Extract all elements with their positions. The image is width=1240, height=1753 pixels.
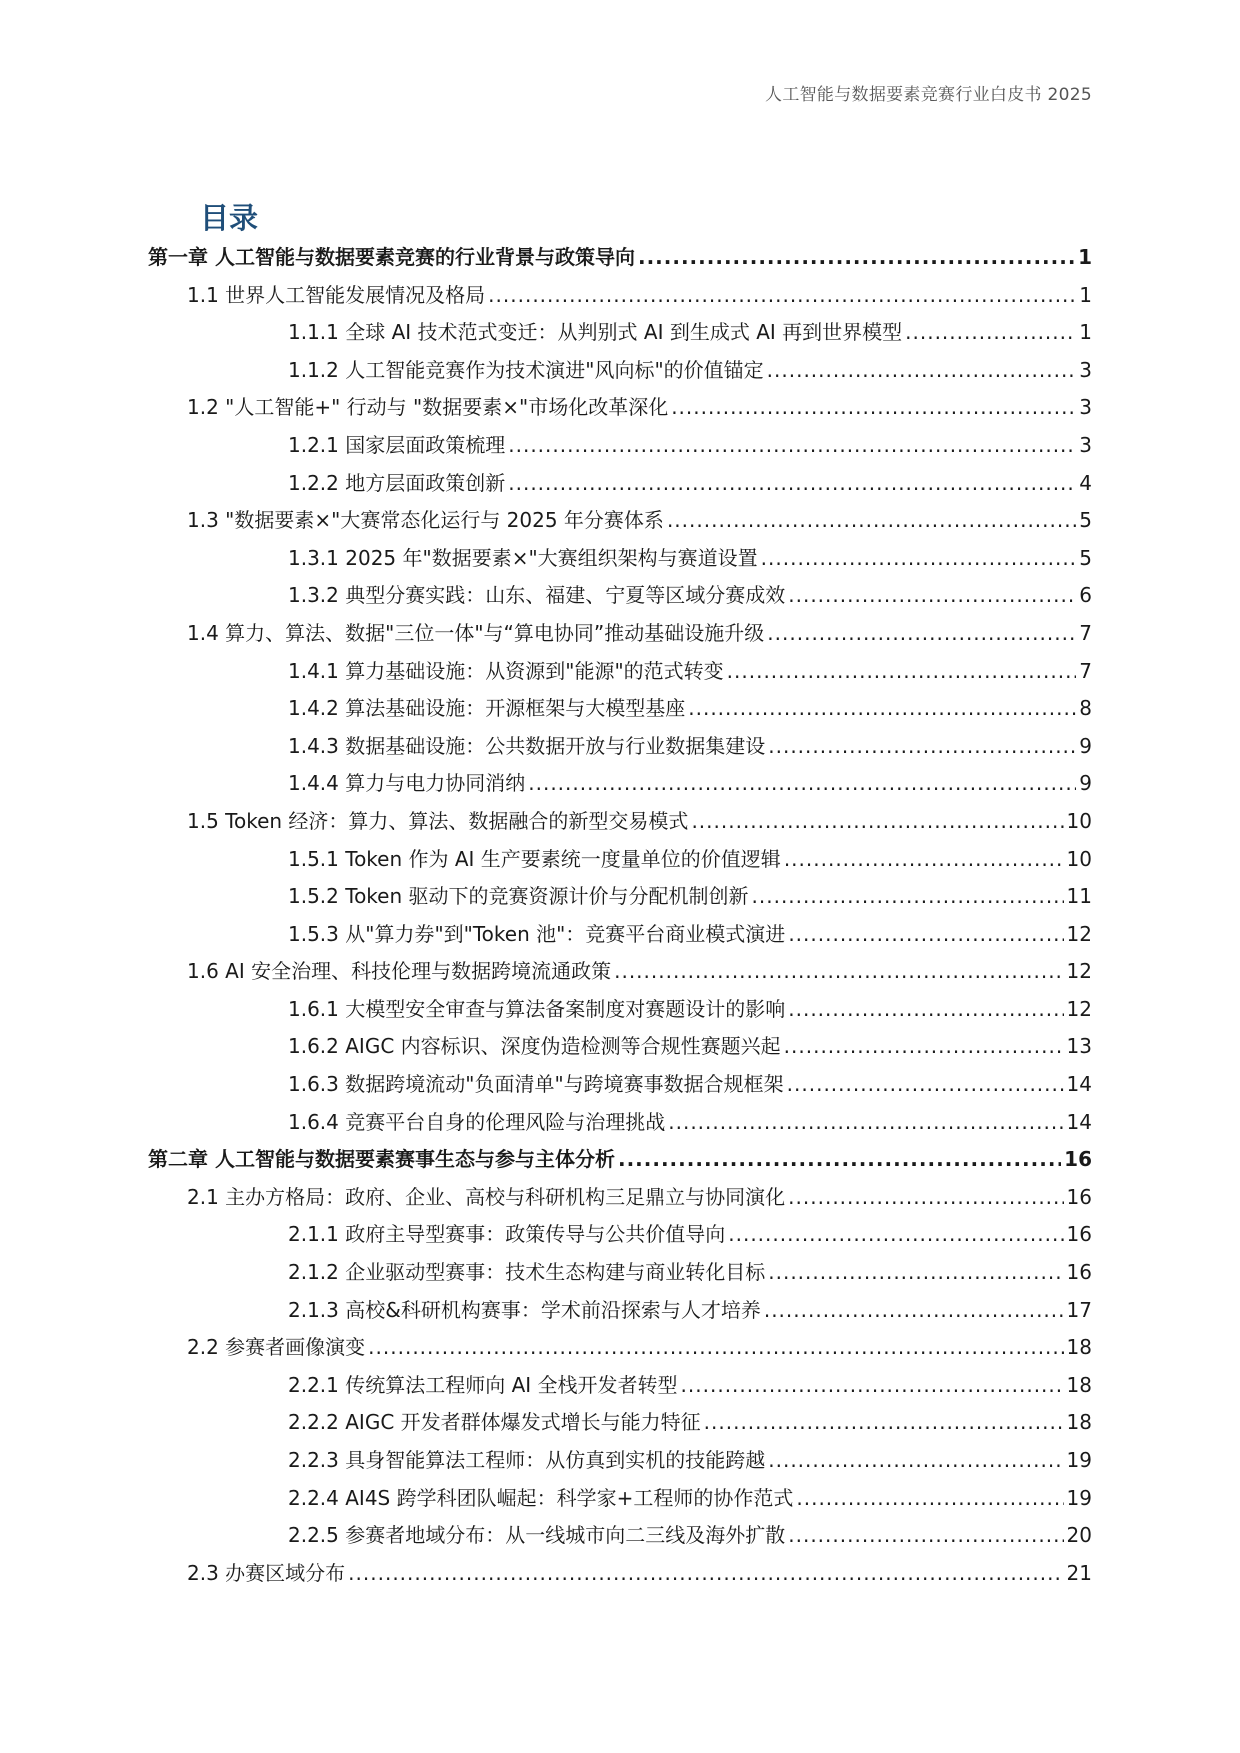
toc-page-number: 19	[1066, 1448, 1092, 1472]
toc-entry[interactable]	[148, 1179, 1092, 1217]
toc-dot-leader	[618, 1141, 1061, 1179]
toc-entry-title: 2.1.3 高校&科研机构赛事：学术前沿探索与人才培养	[288, 1297, 761, 1322]
toc-entry[interactable]	[148, 841, 1092, 879]
toc-entry[interactable]	[148, 615, 1092, 653]
toc-dot-leader	[704, 1404, 1064, 1442]
toc-entry[interactable]	[148, 878, 1092, 916]
toc-page-number: 7	[1079, 658, 1092, 683]
toc-entry-title: 1.6.2 AIGC 内容标识、深度伪造检测等合规性赛题兴起	[288, 1034, 781, 1059]
toc-entry-title: 2.2.4 AI4S 跨学科团队崛起：科学家+工程师的协作范式	[288, 1485, 794, 1510]
toc-page-number: 14	[1066, 1109, 1092, 1134]
toc-page-number: 9	[1079, 771, 1092, 796]
toc-dot-leader	[688, 690, 1076, 728]
toc-entry[interactable]	[148, 502, 1092, 540]
toc-entry-title: 2.2.2 AIGC 开发者群体爆发式增长与能力特征	[288, 1410, 701, 1435]
toc-entry[interactable]	[148, 803, 1092, 841]
toc-entry[interactable]	[148, 540, 1092, 578]
toc-page-number: 1	[1079, 282, 1092, 307]
toc-entry[interactable]	[148, 1141, 1092, 1179]
toc-entry-title: 1.4.2 算法基础设施：开源框架与大模型基座	[288, 696, 686, 721]
toc-dot-leader	[638, 239, 1075, 277]
toc-dot-leader	[905, 314, 1076, 352]
toc-entry[interactable]	[148, 1329, 1092, 1367]
toc-entry-title: 1.5.3 从"算力券"到"Token 池"：竞赛平台商业模式演进	[288, 921, 786, 946]
toc-page-number: 21	[1066, 1560, 1092, 1585]
toc-entry[interactable]	[148, 389, 1092, 427]
toc-entry[interactable]	[148, 1292, 1092, 1330]
toc-page-number: 9	[1079, 733, 1092, 758]
toc-entry-title: 1.5 Token 经济：算力、算法、数据融合的新型交易模式	[187, 808, 689, 833]
toc-entry[interactable]	[148, 1216, 1092, 1254]
toc-entry-title: 1.6.3 数据跨境流动"负面清单"与跨境赛事数据合规框架	[288, 1072, 784, 1097]
toc-entry-title: 2.1.2 企业驱动型赛事：技术生态构建与商业转化目标	[288, 1260, 766, 1285]
toc-dot-leader	[767, 352, 1077, 390]
toc-entry[interactable]	[148, 1028, 1092, 1066]
toc-entry-title: 第二章 人工智能与数据要素赛事生态与参与主体分析	[148, 1147, 615, 1172]
toc-page-number: 10	[1066, 846, 1092, 871]
toc-entry-title: 1.2 "人工智能+" 行动与 "数据要素×"市场化改革深化	[187, 395, 669, 420]
toc-dot-leader	[787, 1066, 1064, 1104]
toc-dot-leader	[788, 1517, 1063, 1555]
toc-page-number: 11	[1066, 884, 1092, 909]
toc-dot-leader	[528, 765, 1076, 803]
toc-page-number: 5	[1079, 545, 1092, 570]
toc-entry[interactable]	[148, 653, 1092, 691]
toc-dot-leader	[671, 389, 1076, 427]
table-of-contents	[148, 239, 1092, 1592]
toc-entry[interactable]	[148, 1104, 1092, 1142]
toc-dot-leader	[727, 653, 1077, 691]
toc-entry-title: 1.4 算力、算法、数据"三位一体"与“算电协同”推动基础设施升级	[187, 620, 765, 645]
toc-page-number: 16	[1064, 1147, 1092, 1172]
toc-entry-title: 2.2.5 参赛者地域分布：从一线城市向二三线及海外扩散	[288, 1523, 786, 1548]
toc-page-number: 4	[1079, 470, 1092, 495]
toc-entry[interactable]	[148, 1404, 1092, 1442]
toc-dot-leader	[368, 1329, 1063, 1367]
toc-page-number: 19	[1066, 1485, 1092, 1510]
toc-page-number: 17	[1066, 1297, 1092, 1322]
toc-entry-title: 1.3.1 2025 年"数据要素×"大赛组织架构与赛道设置	[288, 545, 758, 570]
toc-entry-title: 1.1.1 全球 AI 技术范式变迁：从判别式 AI 到生成式 AI 再到世界模型	[288, 320, 903, 345]
toc-entry[interactable]	[148, 728, 1092, 766]
toc-entry[interactable]	[148, 1517, 1092, 1555]
toc-page-number: 6	[1079, 583, 1092, 608]
toc-entry-title: 1.4.3 数据基础设施：公共数据开放与行业数据集建设	[288, 733, 766, 758]
toc-entry[interactable]	[148, 953, 1092, 991]
toc-page-number: 1	[1079, 320, 1092, 345]
toc-page-number: 12	[1066, 996, 1092, 1021]
toc-page-number: 16	[1066, 1222, 1092, 1247]
toc-page-number: 16	[1066, 1260, 1092, 1285]
toc-entry[interactable]	[148, 239, 1092, 277]
toc-page-number: 8	[1079, 696, 1092, 721]
toc-entry-title: 1.1 世界人工智能发展情况及格局	[187, 282, 486, 307]
toc-page-number: 3	[1079, 432, 1092, 457]
toc-page-number: 14	[1066, 1072, 1092, 1097]
toc-entry-title: 2.2 参赛者画像演变	[187, 1335, 366, 1360]
toc-entry-title: 1.2.2 地方层面政策创新	[288, 470, 506, 495]
toc-entry[interactable]	[148, 427, 1092, 465]
toc-dot-leader	[681, 1367, 1064, 1405]
toc-dot-leader	[667, 502, 1076, 540]
toc-dot-leader	[788, 991, 1063, 1029]
toc-page-number: 3	[1079, 357, 1092, 382]
toc-dot-leader	[728, 1216, 1063, 1254]
toc-entry[interactable]	[148, 352, 1092, 390]
toc-dot-leader	[764, 1292, 1064, 1330]
toc-dot-leader	[752, 878, 1064, 916]
toc-dot-leader	[788, 577, 1076, 615]
toc-entry[interactable]	[148, 465, 1092, 503]
toc-entry-title: 1.2.1 国家层面政策梳理	[288, 432, 506, 457]
toc-dot-leader	[488, 277, 1076, 315]
toc-entry[interactable]	[148, 690, 1092, 728]
toc-dot-leader	[796, 1480, 1063, 1518]
toc-dot-leader	[788, 916, 1063, 954]
toc-entry-title: 1.4.4 算力与电力协同消纳	[288, 771, 526, 796]
toc-entry-title: 1.3.2 典型分赛实践：山东、福建、宁夏等区域分赛成效	[288, 583, 786, 608]
toc-entry[interactable]	[148, 1254, 1092, 1292]
toc-page-number: 18	[1066, 1335, 1092, 1360]
toc-page-number: 3	[1079, 395, 1092, 420]
toc-dot-leader	[768, 728, 1076, 766]
toc-dot-leader	[768, 1254, 1063, 1292]
toc-entry[interactable]	[148, 1480, 1092, 1518]
toc-page-number: 12	[1066, 959, 1092, 984]
toc-page-number: 18	[1066, 1410, 1092, 1435]
toc-entry-title: 1.6.1 大模型安全审查与算法备案制度对赛题设计的影响	[288, 996, 786, 1021]
toc-dot-leader	[767, 615, 1076, 653]
toc-dot-leader	[784, 1028, 1064, 1066]
toc-page-number: 10	[1066, 808, 1092, 833]
toc-dot-leader	[761, 540, 1077, 578]
toc-dot-leader	[788, 1179, 1063, 1217]
toc-entry[interactable]	[148, 1555, 1092, 1593]
toc-page-number: 5	[1079, 508, 1092, 533]
toc-entry-title: 2.3 办赛区域分布	[187, 1560, 346, 1585]
toc-entry[interactable]	[148, 991, 1092, 1029]
toc-entry[interactable]	[148, 1442, 1092, 1480]
toc-entry-title: 2.1.1 政府主导型赛事：政策传导与公共价值导向	[288, 1222, 726, 1247]
toc-page-number: 16	[1066, 1184, 1092, 1209]
toc-entry-title: 1.5.1 Token 作为 AI 生产要素统一度量单位的价值逻辑	[288, 846, 781, 871]
toc-entry-title: 2.2.1 传统算法工程师向 AI 全栈开发者转型	[288, 1372, 678, 1397]
toc-page-number: 20	[1066, 1523, 1092, 1548]
toc-entry-title: 1.4.1 算力基础设施：从资源到"能源"的范式转变	[288, 658, 724, 683]
toc-dot-leader	[668, 1104, 1063, 1142]
toc-dot-leader	[508, 427, 1076, 465]
toc-entry[interactable]	[148, 277, 1092, 315]
toc-dot-leader	[784, 841, 1064, 879]
toc-title: 目录	[200, 201, 259, 235]
toc-dot-leader	[508, 465, 1076, 503]
toc-entry-title: 1.6 AI 安全治理、科技伦理与数据跨境流通政策	[187, 959, 612, 984]
toc-page-number: 18	[1066, 1372, 1092, 1397]
toc-entry-title: 1.1.2 人工智能竞赛作为技术演进"风向标"的价值锚定	[288, 357, 764, 382]
toc-dot-leader	[348, 1555, 1063, 1593]
toc-entry[interactable]	[148, 314, 1092, 352]
toc-entry-title: 第一章 人工智能与数据要素竞赛的行业背景与政策导向	[148, 245, 635, 269]
toc-entry[interactable]	[148, 1367, 1092, 1405]
toc-dot-leader	[768, 1442, 1063, 1480]
toc-page-number: 12	[1066, 921, 1092, 946]
toc-entry[interactable]	[148, 765, 1092, 803]
toc-dot-leader	[614, 953, 1063, 991]
toc-entry-title: 1.3 "数据要素×"大赛常态化运行与 2025 年分赛体系	[187, 508, 664, 533]
toc-entry[interactable]	[148, 577, 1092, 615]
toc-dot-leader	[691, 803, 1063, 841]
toc-entry[interactable]	[148, 916, 1092, 954]
toc-entry-title: 2.2.3 具身智能算法工程师：从仿真到实机的技能跨越	[288, 1448, 766, 1472]
toc-page-number: 7	[1079, 620, 1092, 645]
toc-entry-title: 1.6.4 竞赛平台自身的伦理风险与治理挑战	[288, 1109, 666, 1134]
running-header: 人工智能与数据要素竞赛行业白皮书 2025	[765, 85, 1092, 105]
toc-entry-title: 1.5.2 Token 驱动下的竞赛资源计价与分配机制创新	[288, 884, 749, 909]
toc-page-number: 13	[1066, 1034, 1092, 1059]
toc-entry-title: 2.1 主办方格局：政府、企业、高校与科研机构三足鼎立与协同演化	[187, 1184, 786, 1209]
toc-entry[interactable]	[148, 1066, 1092, 1104]
toc-page-number: 1	[1078, 245, 1092, 269]
